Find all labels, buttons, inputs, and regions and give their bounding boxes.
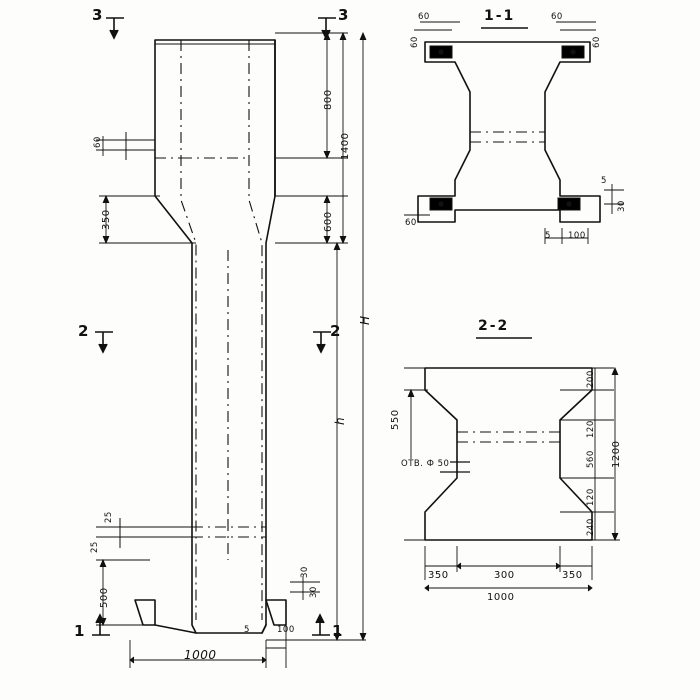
dim-H: H xyxy=(358,315,372,325)
dim-300-mid: 300 xyxy=(494,570,515,581)
cut-mark-1-left: 1 xyxy=(74,622,85,640)
section-1-1-anchor-plates xyxy=(430,46,584,210)
elevation-left-bracket xyxy=(120,132,155,160)
dim-120-bottom: 120 xyxy=(586,488,596,506)
dim-30-right: 30 xyxy=(617,200,627,212)
dim-5-right: 5 xyxy=(601,176,607,186)
dim-1200: 1200 xyxy=(611,440,622,468)
cut-mark-3-left: 3 xyxy=(92,6,103,24)
dim-5: 5 xyxy=(244,625,250,635)
section-mark-1-1: 1-1 xyxy=(484,8,516,24)
dim-25: 25 xyxy=(104,511,114,523)
dim-240: 240 xyxy=(586,518,596,536)
dim-width-1000: 1000 xyxy=(184,648,217,662)
section-mark-2-2: 2-2 xyxy=(478,318,510,334)
dim-100-bottom: 100 xyxy=(568,231,586,241)
dim-30-bracket: 30 xyxy=(300,566,310,578)
dim-600: 600 xyxy=(323,211,334,232)
section-title-underlines xyxy=(476,28,532,338)
dim-560: 560 xyxy=(586,450,596,468)
dim-5-bottom: 5 xyxy=(545,231,551,241)
dim-500: 500 xyxy=(99,587,110,608)
dim-60-top-right: 60 xyxy=(551,12,563,22)
dim-1400: 1400 xyxy=(340,132,351,160)
elevation-cut-marks xyxy=(92,18,336,635)
elevation-view-outline xyxy=(135,40,286,633)
dim-350: 350 xyxy=(101,209,112,230)
dim-100: 100 xyxy=(277,625,295,635)
dim-60-top-right-b: 60 xyxy=(592,36,602,48)
dim-h: h xyxy=(333,416,347,425)
dim-800: 800 xyxy=(323,89,334,110)
section-2-2-hidden-lines xyxy=(457,432,560,442)
dim-60-bottom-left: 60 xyxy=(405,218,417,228)
cut-mark-2-left: 2 xyxy=(78,322,89,340)
elevation-bottom-dimension-lines xyxy=(130,576,320,668)
dim-30-bracket-b: 30 xyxy=(309,586,319,598)
cut-mark-3-right: 3 xyxy=(338,6,349,24)
cut-mark-1-right: 1 xyxy=(332,622,343,640)
dim-60-top-left: 60 xyxy=(418,12,430,22)
dim-350-right: 350 xyxy=(562,570,583,581)
section-2-2-outline xyxy=(425,368,592,540)
elevation-hidden-lines xyxy=(155,40,266,620)
elevation-mid-plate xyxy=(113,518,192,548)
elevation-right-dimension-lines xyxy=(266,33,366,640)
dim-550: 550 xyxy=(390,409,401,430)
dim-60-top: 60 xyxy=(93,136,103,148)
cut-mark-2-right: 2 xyxy=(330,322,341,340)
dim-1000-total: 1000 xyxy=(487,592,515,603)
dim-200-top: 200 xyxy=(586,370,596,388)
dim-60-top-left-b: 60 xyxy=(410,36,420,48)
note-hole: OTB. Ф 50 xyxy=(401,459,450,469)
dim-120-top: 120 xyxy=(586,420,596,438)
dim-350-left: 350 xyxy=(428,570,449,581)
dim-25-b: 25 xyxy=(90,541,100,553)
section-1-1-hidden-lines xyxy=(470,132,545,142)
